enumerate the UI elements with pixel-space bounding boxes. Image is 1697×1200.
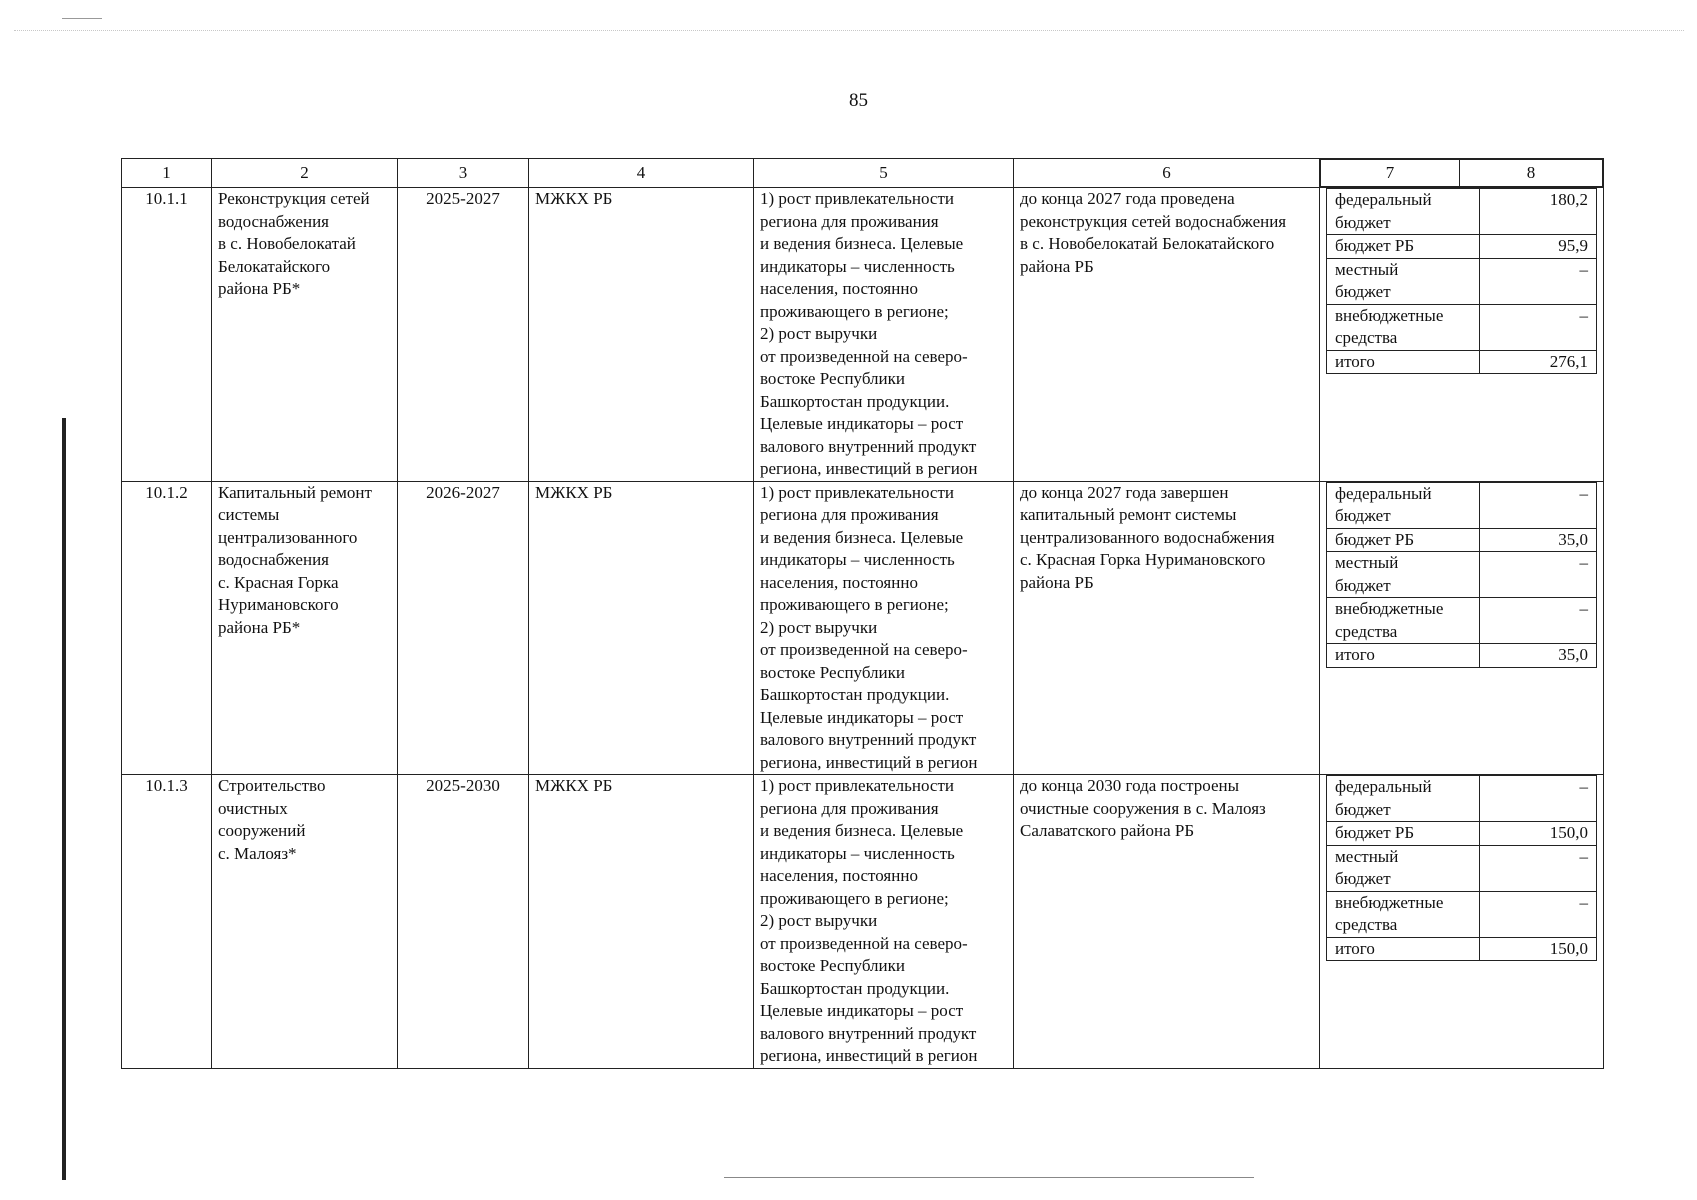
indicators-cell: 1) рост привлекательности региона для проживания и ведения бизнеса. Целевые индикаторы – численность населения, постоянно проживающего в регионе; 2) рост выручки от произведенной на северо- востоке Республики Башкортостан продукции. Целевые индикаторы – рост валового внутренний продукт региона, инвестиций в регион	[754, 775, 1014, 1069]
page-number: 85	[849, 90, 868, 111]
financing-row	[1327, 528, 1597, 552]
funding-source: бюджет РБ	[1327, 822, 1480, 846]
financing-row	[1327, 845, 1597, 891]
funding-source: итого	[1327, 937, 1480, 961]
funding-source: итого	[1327, 350, 1480, 374]
funding-amount: 95,9	[1480, 235, 1597, 259]
funding-amount: 180,2	[1480, 189, 1597, 235]
financing-row	[1327, 776, 1597, 822]
binding-margin-bar	[62, 418, 66, 1180]
table-row	[122, 481, 1604, 775]
table-row	[122, 775, 1604, 1069]
financing-row	[1327, 482, 1597, 528]
result-cell: до конца 2027 года завершен капитальный ремонт системы централизованного водоснабжения с. Красная Горка Нуримановского района РБ	[1014, 481, 1320, 775]
funding-source: бюджет РБ	[1327, 528, 1480, 552]
header-cell-5: 5	[754, 159, 1014, 188]
financing-table	[1326, 775, 1597, 961]
bottom-rule	[724, 1177, 1254, 1178]
funding-source: федеральный бюджет	[1327, 189, 1480, 235]
funding-amount: –	[1480, 891, 1597, 937]
funding-amount: –	[1480, 776, 1597, 822]
funding-source: внебюджетные средства	[1327, 598, 1480, 644]
table-row	[122, 188, 1604, 482]
funding-amount: 150,0	[1480, 822, 1597, 846]
funding-source: федеральный бюджет	[1327, 482, 1480, 528]
funding-source: итого	[1327, 644, 1480, 668]
financing-row	[1327, 552, 1597, 598]
scan-artifact-line	[14, 30, 1684, 32]
funding-amount: 276,1	[1480, 350, 1597, 374]
result-cell: до конца 2027 года проведена реконструкция сетей водоснабжения в с. Новобелокатай Белокатайского района РБ	[1014, 188, 1320, 482]
header-cell-2: 2	[212, 159, 398, 188]
measure-name-cell: Реконструкция сетей водоснабжения в с. Новобелокатай Белокатайского района РБ*	[212, 188, 398, 482]
financing-table	[1326, 188, 1597, 374]
period-cell: 2026-2027	[398, 481, 529, 775]
period-cell: 2025-2030	[398, 775, 529, 1069]
funding-amount: 35,0	[1480, 644, 1597, 668]
financing-row	[1327, 937, 1597, 961]
header-cell-3: 3	[398, 159, 529, 188]
financing-cell	[1320, 775, 1604, 1069]
funding-source: местный бюджет	[1327, 552, 1480, 598]
program-table	[121, 158, 1604, 1069]
period-cell: 2025-2027	[398, 188, 529, 482]
header-cell-7-8	[1320, 159, 1604, 188]
financing-row	[1327, 891, 1597, 937]
responsible-cell: МЖКХ РБ	[529, 188, 754, 482]
financing-cell	[1320, 481, 1604, 775]
measure-name-cell: Строительство очистных сооружений с. Малояз*	[212, 775, 398, 1069]
funding-amount: 150,0	[1480, 937, 1597, 961]
funding-source: внебюджетные средства	[1327, 304, 1480, 350]
funding-amount: –	[1480, 258, 1597, 304]
responsible-cell: МЖКХ РБ	[529, 775, 754, 1069]
financing-row	[1327, 822, 1597, 846]
financing-row	[1327, 598, 1597, 644]
measure-number-cell: 10.1.1	[122, 188, 212, 482]
responsible-cell: МЖКХ РБ	[529, 481, 754, 775]
indicators-cell: 1) рост привлекательности региона для проживания и ведения бизнеса. Целевые индикаторы – численность населения, постоянно проживающего в регионе; 2) рост выручки от произведенной на северо- востоке Республики Башкортостан продукции. Целевые индикаторы – рост валового внутренний продукт региона, инвестиций в регион	[754, 188, 1014, 482]
scan-mark	[62, 18, 102, 19]
measure-number-cell: 10.1.3	[122, 775, 212, 1069]
financing-table	[1326, 482, 1597, 668]
funding-amount: –	[1480, 552, 1597, 598]
financing-row	[1327, 304, 1597, 350]
financing-cell	[1320, 188, 1604, 482]
funding-source: местный бюджет	[1327, 845, 1480, 891]
funding-source: местный бюджет	[1327, 258, 1480, 304]
funding-amount: –	[1480, 598, 1597, 644]
funding-amount: 35,0	[1480, 528, 1597, 552]
financing-row	[1327, 350, 1597, 374]
funding-source: внебюджетные средства	[1327, 891, 1480, 937]
header-cell-7: 7	[1321, 160, 1460, 187]
financing-row	[1327, 189, 1597, 235]
header-cell-4: 4	[529, 159, 754, 188]
result-cell: до конца 2030 года построены очистные сооружения в с. Малояз Салаватского района РБ	[1014, 775, 1320, 1069]
financing-row	[1327, 235, 1597, 259]
financing-row	[1327, 644, 1597, 668]
measure-name-cell: Капитальный ремонт системы централизованного водоснабжения с. Красная Горка Нуримановского района РБ*	[212, 481, 398, 775]
financing-row	[1327, 258, 1597, 304]
header-cell-1: 1	[122, 159, 212, 188]
funding-amount: –	[1480, 304, 1597, 350]
indicators-cell: 1) рост привлекательности региона для проживания и ведения бизнеса. Целевые индикаторы – численность населения, постоянно проживающего в регионе; 2) рост выручки от произведенной на северо- востоке Республики Башкортостан продукции. Целевые индикаторы – рост валового внутренний продукт региона, инвестиций в регион	[754, 481, 1014, 775]
funding-amount: –	[1480, 845, 1597, 891]
funding-amount: –	[1480, 482, 1597, 528]
measure-number-cell: 10.1.2	[122, 481, 212, 775]
funding-source: федеральный бюджет	[1327, 776, 1480, 822]
header-cell-6: 6	[1014, 159, 1320, 188]
header-cell-8: 8	[1460, 160, 1603, 187]
funding-source: бюджет РБ	[1327, 235, 1480, 259]
column-number-row	[122, 159, 1604, 188]
